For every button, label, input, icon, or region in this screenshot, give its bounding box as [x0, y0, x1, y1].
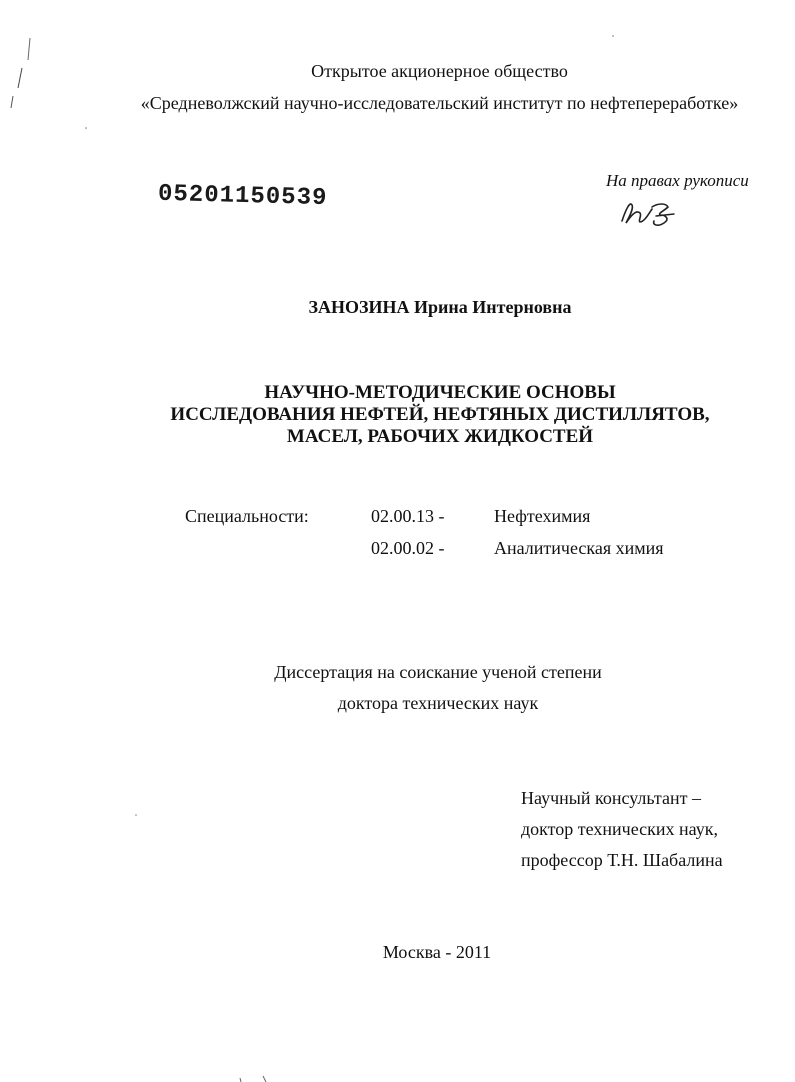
degree-line-1: Диссертация на соискание ученой степени: [274, 662, 602, 682]
organization-line-1: Открытое акционерное общество: [311, 61, 568, 81]
specialty-code-2: 02.00.02 -: [371, 538, 445, 558]
specialty-name-1: Нефтехимия: [494, 506, 591, 526]
dissertation-title: [0, 382, 795, 448]
organization-line-2: «Средневолжский научно-исследовательский институт по нефтепереработке»: [140, 93, 739, 113]
consultant-line-3: профессор Т.Н. Шабалина: [521, 850, 723, 870]
title-line-3: МАСЕЛ, РАБОЧИХ ЖИДКОСТЕЙ: [286, 426, 594, 447]
specialty-code-1: 02.00.13 -: [371, 506, 445, 526]
specialties-label: Специальности:: [185, 506, 309, 526]
title-line-2: ИССЛЕДОВАНИЯ НЕФТЕЙ, НЕФТЯНЫХ ДИСТИЛЛЯТОВ,: [170, 404, 710, 425]
author-name: ЗАНОЗИНА Ирина Интерновна: [308, 297, 572, 317]
place-and-year: Москва - 2011: [382, 942, 492, 962]
inventory-number: 05201150539: [157, 180, 328, 213]
consultant-line-2: доктор технических наук,: [521, 819, 718, 839]
degree-line-2: доктора технических наук: [337, 693, 539, 713]
specialty-name-2: Аналитическая химия: [494, 538, 664, 558]
manuscript-note: На правах рукописи: [606, 171, 749, 190]
consultant-line-1: Научный консультант –: [521, 788, 701, 808]
handwritten-signature: [618, 195, 680, 231]
title-line-1: НАУЧНО-МЕТОДИЧЕСКИЕ ОСНОВЫ: [264, 382, 616, 403]
